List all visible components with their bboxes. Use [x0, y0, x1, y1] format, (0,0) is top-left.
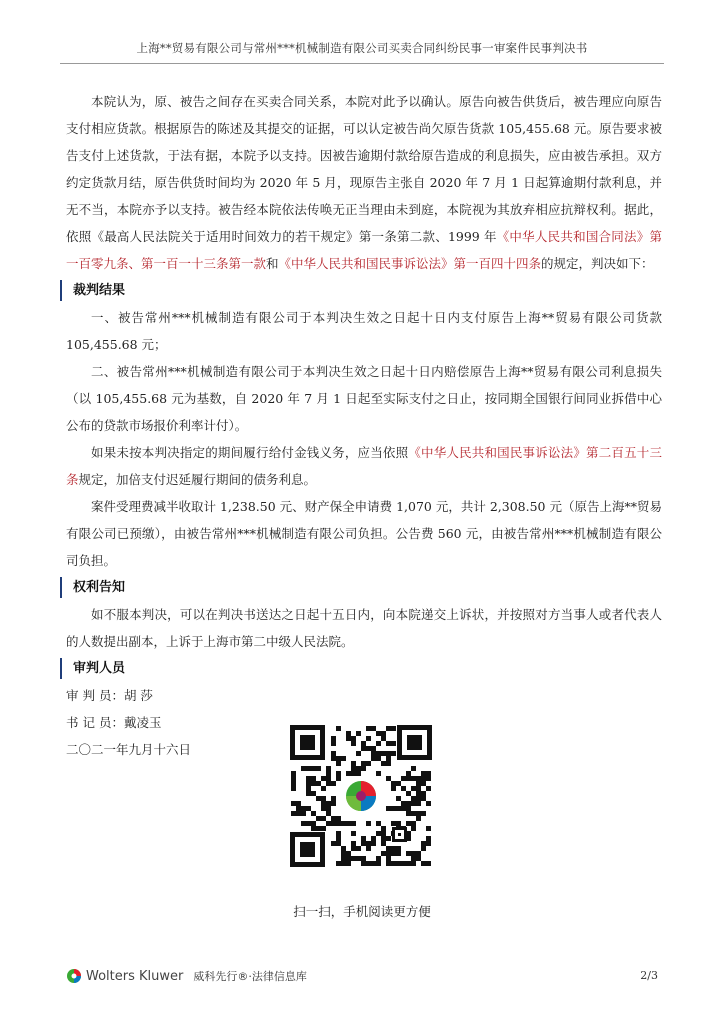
delay-clause-ending: 规定，加倍支付迟延履行期间的债务利息。: [78, 472, 317, 487]
appeal-notice: 如不服本判决，可以在判决书送达之日起十五日内，向本院递交上诉状，并按照对方当事人或者代表人的人数提出副本，上诉于上海市第二中级人民法院。: [66, 607, 662, 649]
reasoning-ending: 的规定，判决如下：: [541, 256, 654, 271]
civil-procedure-253-link[interactable]: 《中华人民共和国民事诉讼法》第二百五十三条: [66, 445, 662, 487]
section-rights-heading: 权利告知: [60, 577, 662, 598]
wolters-kluwer-footer-icon: [66, 968, 82, 984]
reasoning-paragraph: [66, 88, 662, 277]
footer-database-name: 威科先行®·法律信息库: [193, 970, 307, 983]
clerk-signature: 书 记 员：戴凌玉: [66, 715, 162, 730]
contract-law-link[interactable]: 《中华人民共和国合同法》第一百零九条、第一百一十三条第一款: [66, 229, 662, 271]
judgment-date: 二〇二一年九月十六日: [66, 742, 192, 757]
judgment-item-2: 二、被告常州***机械制造有限公司于本判决生效之日起十日内赔偿原告上海**贸易有限公司利息损失（以 105,455.68 元为基数，自 2020 年 7 月 1 日起至实际支付之日止，按同期全国银行间同业拆借中心公布的贷款市场报价利率计付）。: [66, 364, 662, 433]
qr-caption: 扫一扫，手机阅读更方便: [293, 904, 431, 919]
reasoning-text: 本院认为，原、被告之间存在买卖合同关系，本院对此予以确认。原告向被告供货后，被告理应向原告支付相应货款。根据原告的陈述及其提交的证据，可以认定被告尚欠原告货款 105,455.68 元。原告要求被告支付上述货款，于法有据，本院予以支持。因被告逾期付款给原告造成的利息损失，应由被告承担。双方约定货款月结，原告供货时间均为 2020 年 5 月，现原告主张自 2020 年 7 月 1 日起算逾期付款利息，并无不当，本院亦予以支持。被告经本院依法传唤无正当理由未到庭，本院视为其放弃相应抗辩权利。据此，依照《最高人民法院关于适用时间效力的若干规定》第一条第二款、1999 年: [66, 94, 662, 244]
page-number: 2/3: [640, 969, 658, 982]
header-divider: [60, 63, 664, 64]
judge-signature: 审 判 员：胡 莎: [66, 688, 153, 703]
qr-code-icon[interactable]: [286, 721, 436, 871]
document-header-title: 上海**贸易有限公司与常州***机械制造有限公司买卖合同纠纷民事一审案件民事判决书: [136, 41, 588, 55]
wolters-kluwer-logo-icon: [346, 781, 376, 811]
footer-logo: [66, 968, 307, 984]
document-body: [66, 88, 662, 763]
reasoning-conjunction: 和: [266, 256, 279, 271]
delay-clause-text: 如果未按本判决指定的期间履行给付金钱义务，应当依照: [91, 445, 409, 460]
judgment-delay-clause: [66, 439, 662, 493]
civil-procedure-law-link[interactable]: 《中华人民共和国民事诉讼法》第一百四十四条: [278, 256, 542, 271]
judgment-fees: 案件受理费减半收取计 1,238.50 元、财产保全申请费 1,070 元，共计 2,308.50 元（原告上海**贸易有限公司已预缴），由被告常州***机械制造有限公司负担。公告费 560 元，由被告常州***机械制造有限公司负担。: [66, 499, 662, 568]
section-judgment-heading: 裁判结果: [60, 280, 662, 301]
section-staff-heading: 审判人员: [60, 658, 662, 679]
footer-brand: Wolters Kluwer: [86, 968, 184, 984]
judgment-item-1: 一、被告常州***机械制造有限公司于本判决生效之日起十日内支付原告上海**贸易有限公司货款 105,455.68 元；: [66, 310, 662, 352]
